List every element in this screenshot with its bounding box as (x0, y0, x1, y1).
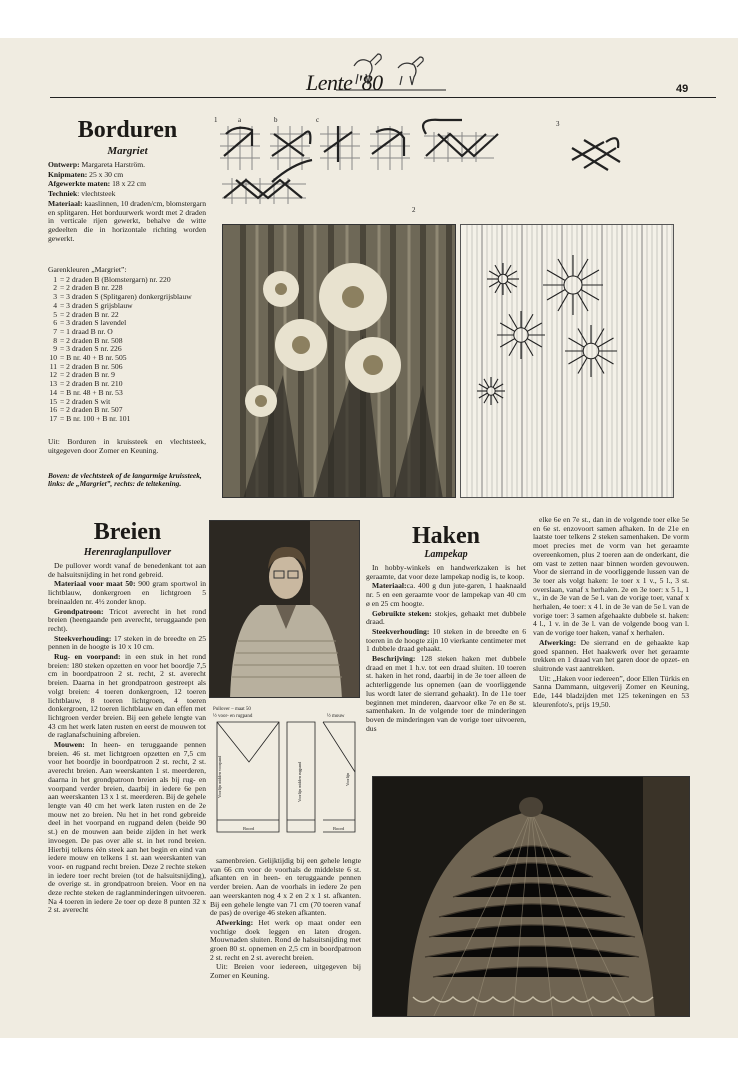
paragraph-text: 10 steken in de breedte en 6 toeren in de hoogte zijn 10 vierkante centimeter met 1 dubbele draad gehaakt. (366, 626, 526, 654)
legend-value: = 3 draden S grijsblauw (60, 300, 133, 310)
chart-petal-outline (595, 328, 604, 344)
legend-number: 17 (49, 413, 57, 423)
chart-petal-outline (525, 341, 533, 356)
paragraph (48, 608, 206, 634)
legend-number: 15 (49, 396, 57, 406)
paragraph (366, 628, 526, 654)
paragraph (48, 580, 206, 606)
chart-petal-outline (595, 358, 604, 374)
legend-value: = 2 draden B nr. 228 (60, 283, 123, 293)
chart-petal-outline (581, 290, 599, 301)
legend-number: 8 (53, 335, 57, 345)
legend-value: = 2 draden B nr. 507 (60, 405, 123, 415)
paragraph-text: In hobby-winkels en handwerkzaken is het geraamte, dat voor deze lampekap nodig is, te koop. (366, 563, 526, 581)
masthead-title: Lente '80 (306, 70, 383, 95)
pullover-photo (209, 520, 360, 698)
paragraph-text: 17 steken in de breedte en 25 pennen in de hoogte is 10 x 10 cm. (48, 633, 206, 652)
legend-title: Garenkleuren „Margriet”: (48, 265, 127, 274)
paragraph-text: De sierrand en de gehaakte kap goed spannen. Het haakwerk over het geraamte trekken en 1 draad van het garen door de opzet- en sluitronde vast aantrekken. (533, 637, 689, 673)
chart-petal-outline (509, 341, 517, 356)
legend-number: 2 (53, 283, 57, 293)
paragraph-text: Uit: Breien voor iedereen, uitgegeven bij Zomer en Keuning. (210, 962, 361, 981)
diagram-label-c: c (316, 116, 320, 124)
pullover-schema (209, 702, 360, 850)
chart-petal-outline (578, 259, 589, 277)
chart-petal-outline (509, 314, 517, 329)
chart-petal-outline (493, 379, 498, 387)
masthead (306, 46, 456, 98)
lampshade-photo (372, 776, 690, 1017)
borduren-source: Uit: Borduren in kruissteek en vlechtsteek, uitgegeven door Zomer en Keuning. (48, 437, 206, 455)
stitch-diagrams (212, 112, 672, 220)
legend-number: 3 (53, 292, 57, 302)
counting-chart (460, 224, 674, 498)
chart-petal-outline (527, 339, 542, 347)
paragraph-text: stokjes, gehaakt met dubbele draad. (366, 608, 526, 627)
paragraph (210, 857, 361, 918)
legend-value: = 2 draden B nr. 210 (60, 379, 123, 389)
chart-petal-outline (547, 290, 565, 301)
chart-petal-outline (484, 379, 489, 387)
legend-number: 11 (49, 361, 57, 371)
chart-petal-outline (479, 393, 487, 398)
chart-petal-outline (484, 395, 489, 403)
chart-flower-center (498, 274, 508, 284)
borduren-specs (48, 161, 206, 244)
header-rule (50, 97, 716, 98)
chart-flower-center (487, 387, 495, 395)
legend-value: = 3 draden S lavendel (60, 318, 127, 328)
spec-technique: Techniek: vlechtsteek (48, 189, 116, 199)
chart-petal-outline (505, 283, 511, 293)
legend-number: 1 (53, 274, 57, 284)
chart-petal-outline (578, 328, 587, 344)
paragraph-text: 128 steken haken met dubbele draad en met 1 h.v. tot een draad sluiten. 10 toeren st. haken in het rond, daarbij in de 3e toer alleen de achterliggende lus opnemen (aan de voorliggende lus wordt later de sierrand gehaakt). In de 11e toer beginnen met minderen, daarvoor elke 7e en 8e st. samenhaken. In de volgende toer de minderingen boven de minderingen van de vorige toer uitvoeren, dus (366, 654, 526, 733)
legend-number: 4 (53, 300, 57, 310)
legend-value: = 3 draden S nr. 226 (60, 344, 122, 354)
schema-title: Pullover – maat 50 (213, 707, 251, 712)
chart-petal-outline (495, 265, 501, 275)
paragraph (210, 963, 361, 980)
paragraph-label: Gebruikte steken: (372, 608, 432, 618)
breien-title: Breien (93, 519, 162, 545)
borduren-caption: Boven: de vlechtsteek of de langarmige kruissteek, links: de „Margriet”, rechts: de teltekening. (48, 471, 202, 489)
chart-petal-outline (525, 314, 533, 329)
spec-design: Ontwerp: Margareta Harström. (48, 160, 146, 169)
paragraph (48, 562, 206, 579)
chart-petal-outline (598, 338, 614, 347)
borduren-subtitle: Margriet (107, 145, 148, 157)
chart-petal-outline (479, 384, 487, 389)
paragraph (48, 635, 206, 652)
legend-value: = 1 draad B nr. O (60, 326, 113, 336)
legend-number: 9 (53, 344, 57, 354)
paragraph-label: Rug- en voorpand: (54, 652, 121, 662)
diagram-label-2: 2 (412, 206, 416, 214)
paragraph-label: Grondpatroon: (54, 606, 104, 616)
chart-flower-center (583, 343, 599, 359)
legend-number: 5 (53, 309, 57, 319)
paragraph-label: Afwerking: (216, 917, 254, 927)
legend-value: = B nr. 48 + B nr. 53 (60, 387, 123, 397)
paragraph-text: De pullover wordt vanaf de benedenkant tot aan de halsuitsnijding in het rond gebreid. (48, 561, 206, 579)
chart-petal-outline (581, 270, 599, 281)
paragraph (366, 655, 526, 733)
schema-sleeve-label: ½ mouw (327, 714, 345, 719)
chart-petal-outline (495, 283, 501, 293)
legend-value: = 2 draden B nr. 508 (60, 335, 123, 345)
paragraph-label: Materiaal: (372, 581, 407, 591)
haken-subtitle: Lampekap (424, 549, 468, 560)
paragraph-label: Steekverhouding: (54, 633, 112, 643)
legend-number: 14 (49, 387, 57, 397)
legend-value: = 2 draden S wit (60, 396, 111, 406)
legend-number: 13 (49, 379, 57, 389)
paragraph-label: Steekverhouding: (372, 626, 430, 636)
paragraph-label: Beschrijving: (372, 654, 416, 664)
paragraph (366, 582, 526, 608)
paragraph (366, 610, 526, 627)
legend-value: = 2 draden B nr. 506 (60, 361, 123, 371)
chart-petal-outline (578, 358, 587, 374)
chart-petal-outline (527, 323, 542, 331)
spec-cut-size: Knipmaten: 25 x 30 cm (48, 169, 124, 179)
legend-number: 10 (49, 353, 57, 363)
diagram-label-a: a (238, 116, 242, 124)
paragraph-label: Mouwen: (54, 740, 85, 750)
chart-flower-center (564, 276, 582, 294)
schema-subtitle: ½ voor- en rugpand (213, 714, 253, 719)
legend-value: = B nr. 40 + B nr. 505 (60, 353, 127, 363)
legend-number: 12 (49, 370, 57, 380)
paragraph-text: elke 6e en 7e st., dan in de volgende toer elke 5e en 6e st. enzovoort samen afhaken. In de 21e en laatste toer telkens 2 steken samenhaken. De vorm moet precies met de vorm van het geraamte overeenkomen, plus 2 toeren aan de onderkant, die om vast te zetten naar binnen worden gevouwen. Voor de sierrand in de voorliggende lussen van de 3e toer als volgt haken: 1e toer x 1 v., 5 l., 3 st. overslaan, vanaf x herhalen. 2e en 3e toer: x 5 l., 1 v., in de 3e van de 5e l. van de vorige toer, vanaf x herhalen, 4e toer: x 4 l. in de 3e van de 5e l. van de vorige toer: 3 samen afgehaakte dubbele st. haken: 4 l., 1 v. in de 3e l. van de volgende boog van l. van de vorige toer haken, vanaf x herhalen. (533, 515, 689, 638)
chart-petal-outline (493, 395, 498, 403)
haken-title: Haken (411, 523, 480, 549)
paragraph-label: Materiaal voor maat 50: (54, 579, 136, 589)
spec-finished-size: Afgewerkte maten: 18 x 22 cm (48, 179, 147, 189)
legend-row (48, 415, 206, 424)
paragraph (533, 516, 689, 638)
chart-petal-outline (489, 281, 499, 287)
schema-ribbing-2: Boord (333, 826, 345, 831)
chart-petal-outline (578, 293, 589, 311)
paragraph (210, 919, 361, 963)
diagram-label-3: 3 (556, 120, 560, 128)
legend-value: = 2 draden B (Blomstergarn) nr. 220 (60, 274, 171, 284)
schema-label-front: Voorlijn midden voorpand (217, 755, 222, 798)
legend-value: = 2 draden B nr. 9 (60, 370, 115, 380)
paragraph-text: in een stuk in het rond breien: 180 steken opzetten en voor het boordje 7,5 cm in boordpatroon 2 st. recht, 2 st. averecht breien. Daarna in het grondpatroon gestreept als volgt breien: 4 toeren donkergroen, 12 toeren lichtblauw, 8 toeren lichtgroen, 4 toeren donkergroen, 12 toeren lichtblauw en dan effen met lichtgroen verder breien. Bij een gehele lengte van 43 cm het werk laten rusten en eerst de mouwen tot de raglanafschuining afbreien. (48, 652, 206, 740)
paragraph-text: In heen- en teruggaande pennen breien. 46 st. met lichtgroen opzetten en 7,5 cm voor het boordje in boordpatroon 2 st. recht, 2 st. averecht breien. Aan weerskanten 1 st. meerderen, daarna in het grondpatroon breien als bij rug- en voorpand verder breien, daarbij in iedere 6e pen aan weerskanten 13 x 1 st. meerderen. Bij de gehele lengte van 40 cm het werk laten rusten en de 2e mouw net zo breien. Nu het in het rond gebreide deel in het voorpand en rugpand delen (beide 90 st.) en de mouwen aan beide zijden in het werk invoegen. De pas over alle st. in het rond breien. Hierbij telkens één steek aan het begin en eind van iedere mouw en telkens 1 st. aan weerskanten van voor- en rugpand recht breien. Deze 2 rechte steken in iedere toer recht breien (tot de halsuitsnijding), de overige st. in grondpatroon breien. Voor en na deze rechte steken de raglanminderingen uitvoeren. Na 4 toeren in iedere 2e toer op deze 8 punten 32 x 2 st. averecht (48, 740, 206, 915)
breien-subtitle: Herenraglanpullover (83, 547, 172, 558)
chart-petal-outline (505, 265, 511, 275)
haken-body (366, 564, 526, 734)
paragraph (366, 564, 526, 581)
page-number: 49 (676, 83, 689, 95)
chart-petal-outline (547, 270, 565, 281)
chart-petal-outline (489, 271, 499, 277)
legend-value: = B nr. 100 + B nr. 101 (60, 413, 131, 423)
spec-material: Materiaal: kaaslinnen, 10 draden/cm, blomstergarn en splitgaren. Het borduurwerk wordt met 2 draden in verticale rijen gewerkt, behalve de witte gedeelten die in horizontale richting worden gewerkt. (48, 198, 207, 243)
paragraph-text: 900 gram sportwol in lichtblauw, donkergroen en lichtgroen 5 breinaalden nr. 4½ zonder knop. (48, 579, 207, 606)
schema-label-back: Voorlijn midden rugpand (297, 761, 302, 802)
paragraph (48, 741, 206, 915)
paragraph-label: Afwerking: (539, 637, 577, 647)
borduren-title: Borduren (77, 117, 178, 143)
breien-continuation (210, 857, 361, 982)
paragraph-text: samenbreien. Gelijktijdig bij een gehele lengte van 66 cm voor de voorhals de middelste 6 st. afkanten en in heen- en teruggaande pennen verder breien. Aan de voorhals in iedere 2e pen aan weerskanten nog 4 x 2 en 2 x 1 st. afkanten. Bij een gehele lengte van 71 cm (70 toeren vanaf de pas) de overige 46 steken afkanten. (210, 856, 361, 918)
legend-value: = 2 draden B nr. 22 (60, 309, 119, 319)
paragraph (48, 653, 206, 740)
legend-number: 16 (49, 405, 57, 415)
embroidery-photo (222, 224, 456, 498)
paragraph-text: Uit: „Haken voor iedereen”, door Ellen Türkis en Sanna Dammann, uitgeverij Zomer en Keuning, Ede, 144 bladzijden met 125 tekeningen en 53 kleurenfoto's, prijs 19,50. (533, 673, 689, 709)
legend-number: 6 (53, 318, 57, 328)
diagram-label-b: b (274, 116, 278, 124)
schema-label-sleeve: Voorlijn (345, 772, 350, 786)
yarn-color-legend (48, 266, 206, 424)
chart-petal-outline (598, 355, 614, 364)
chart-flower-center (514, 328, 528, 342)
diagram-label-1: 1 (214, 116, 218, 124)
haken-continuation (533, 516, 689, 710)
schema-ribbing-1: Boord (243, 826, 255, 831)
paragraph (533, 675, 689, 710)
legend-number: 7 (53, 326, 57, 336)
paragraph-text: ca. 400 g dun jute-garen, 1 haaknaald nr. 5 en een geraamte voor de lampekap van 40 cm ø en 25 cm hoogte. (366, 581, 526, 608)
paragraph-text: Het werk op maat onder een vochtige doek leggen en laten drogen. Mouwnaden sluiten. Rond de halsuitsnijding met groen 80 st. opnemen en 2,5 cm in boordpatroon 2 st. recht en 2 st. averecht breien. (210, 917, 361, 962)
paragraph-text: Tricot averecht in het rond breien (heengaande pen averecht, teruggaande pen recht). (48, 606, 206, 633)
breien-body (48, 562, 206, 916)
paragraph (533, 639, 689, 674)
legend-value: = 3 draden S (Splitgaren) donkergrijsblauw (60, 292, 192, 302)
